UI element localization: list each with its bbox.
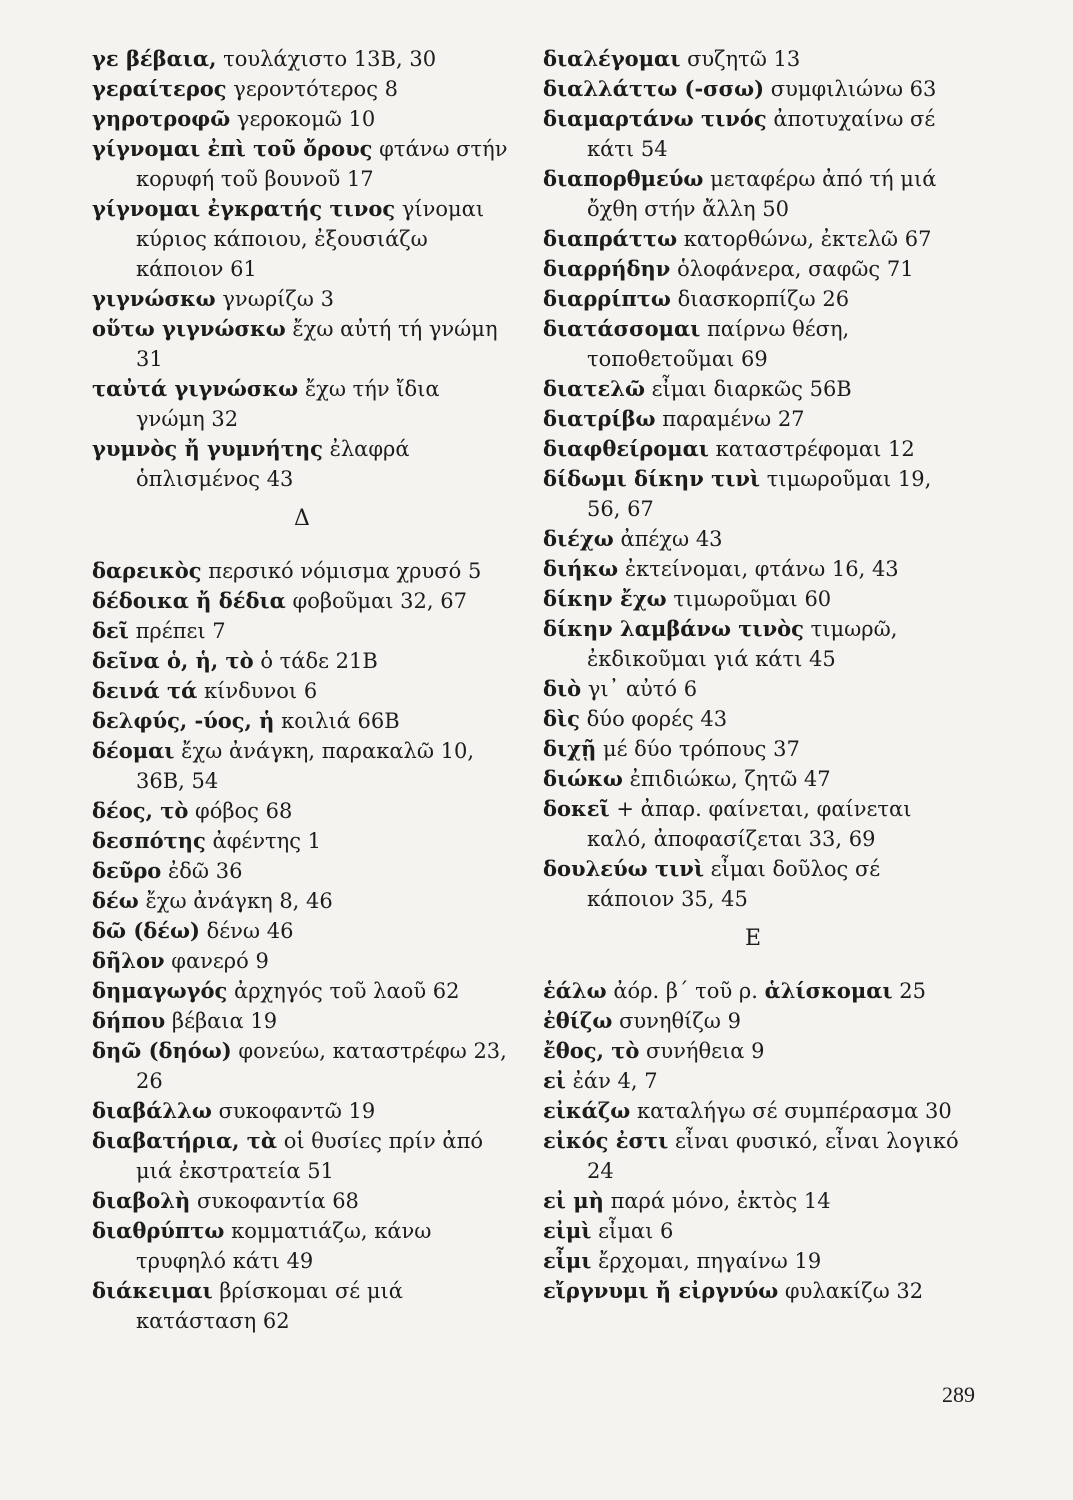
dictionary-entry — [92, 1126, 512, 1186]
headword: γιγνώσκω — [92, 286, 216, 311]
dictionary-entry — [543, 434, 963, 464]
headword: δέω — [92, 888, 139, 913]
dictionary-entry — [543, 764, 963, 794]
gloss: συκοφαντῶ 19 — [218, 1099, 376, 1123]
headword: διατρίβω — [543, 406, 656, 431]
dictionary-entry — [543, 104, 963, 164]
headword: διαρρήδην — [543, 256, 671, 281]
page-number: 289 — [942, 1382, 975, 1407]
dictionary-entry — [543, 734, 963, 764]
headword: δεινά τά — [92, 678, 198, 703]
headword: δέομαι — [92, 738, 175, 763]
gloss: γίνομαι κύριος κάποιου, ἐξουσιάζω κάποιον 61 — [136, 197, 485, 281]
gloss: ἔρχομαι, πηγαίνω 19 — [598, 1249, 822, 1273]
headword: δοκεῖ — [543, 796, 610, 821]
gloss: συκοφαντία 68 — [196, 1189, 359, 1213]
headword: δημαγωγός — [92, 978, 228, 1003]
gloss: γι᾽ αὐτό 6 — [587, 677, 698, 701]
gloss: περσικό νόμισμα χρυσό 5 — [208, 559, 482, 583]
headword: διαπράττω — [543, 226, 678, 251]
gloss: συμφιλιώνω 63 — [770, 77, 937, 101]
gloss: ἔχω αὐτή τή γνώμη 31 — [136, 317, 498, 371]
gloss: μεταφέρω ἀπό τή μιά ὄχθη στήν ἄλλη 50 — [587, 167, 937, 221]
headword: διώκω — [543, 766, 623, 791]
headword: δαρεικὸς — [92, 558, 202, 583]
dictionary-entry — [92, 1096, 512, 1126]
dictionary-entry — [92, 796, 512, 826]
dictionary-entry — [543, 524, 963, 554]
gloss: τιμωρῶ, ἐκδικοῦμαι γιά κάτι 45 — [587, 617, 898, 671]
dictionary-entry — [543, 704, 963, 734]
headword: εἴργνυμι ἤ εἰργνύω — [543, 1278, 779, 1303]
dictionary-entry — [543, 1126, 963, 1186]
headword: διαβολὴ — [92, 1188, 191, 1213]
dictionary-entry — [543, 464, 963, 524]
headword: δεσπότης — [92, 828, 206, 853]
headword: γε βέβαια, — [92, 46, 217, 71]
gloss: ἔχω ἀνάγκη 8, 46 — [145, 889, 333, 913]
dictionary-entry — [543, 224, 963, 254]
gloss: τιμωροῦμαι 60 — [673, 587, 832, 611]
dictionary-entry — [92, 706, 512, 736]
gloss: γνωρίζω 3 — [222, 287, 334, 311]
headword: δῶ (δέω) — [92, 918, 200, 943]
gloss-reference: 25 — [899, 979, 926, 1003]
gloss: ἀφέντης 1 — [212, 829, 322, 853]
headword: δὶς — [543, 706, 580, 731]
dictionary-entry — [92, 44, 512, 74]
gloss: παρά μόνο, ἐκτὸς 14 — [610, 1189, 831, 1213]
dictionary-entry — [543, 1186, 963, 1216]
gloss: πρέπει 7 — [135, 619, 226, 643]
headword: εἰ μὴ — [543, 1188, 604, 1213]
dictionary-entry — [92, 886, 512, 916]
gloss: κομματιάζω, κάνω τρυφηλό κάτι 49 — [136, 1219, 432, 1273]
section-letter: Ε — [744, 926, 762, 951]
gloss: εἶμαι διαρκῶς 56Β — [651, 377, 852, 401]
headword: δουλεύω τινὶ — [543, 856, 704, 881]
dictionary-entry — [543, 404, 963, 434]
gloss: εἶμαι δοῦλος σέ κάποιον 35, 45 — [587, 857, 881, 911]
headword: γυμνὸς ἤ γυμνήτης — [92, 436, 323, 461]
headword: δίκην ἔχω — [543, 586, 667, 611]
dictionary-entry — [92, 976, 512, 1006]
headword: δῆλον — [92, 948, 165, 973]
gloss: δένω 46 — [206, 919, 294, 943]
headword: διαβατήρια, τὰ — [92, 1128, 278, 1153]
dictionary-entry — [92, 314, 512, 374]
gloss: γεροντότερος 8 — [233, 77, 398, 101]
gloss: ἀπέχω 43 — [620, 527, 723, 551]
headword: διαβάλλω — [92, 1098, 212, 1123]
dictionary-entry — [543, 1066, 963, 1096]
gloss: ἐάν 4, 7 — [572, 1069, 658, 1093]
gloss: τιμωροῦμαι 19, 56, 67 — [587, 467, 932, 521]
dictionary-entry — [543, 164, 963, 224]
headword: δεῖνα ὁ, ἡ, τὸ — [92, 648, 254, 673]
gloss: συνήθεια 9 — [646, 1039, 765, 1063]
gloss: καταλήγω σέ συμπέρασμα 30 — [636, 1099, 952, 1123]
dictionary-entry — [543, 374, 963, 404]
dictionary-entry — [92, 616, 512, 646]
headword: δίκην λαμβάνω τινὸς — [543, 616, 804, 641]
headword: διήκω — [543, 556, 619, 581]
headword: διὸ — [543, 676, 582, 701]
headword: δέος, τὸ — [92, 798, 189, 823]
dictionary-entry — [92, 676, 512, 706]
dictionary-entry — [92, 104, 512, 134]
gloss: φυλακίζω 32 — [784, 1279, 924, 1303]
headword: εἶμι — [543, 1248, 592, 1273]
gloss: φτάνω στήν κορυφή τοῦ βουνοῦ 17 — [136, 137, 508, 191]
gloss: εἶμαι 6 — [598, 1219, 674, 1243]
dictionary-entry — [92, 194, 512, 284]
headword: διέχω — [543, 526, 614, 551]
gloss: ἐδῶ 36 — [168, 859, 243, 883]
dictionary-entry — [543, 1006, 963, 1036]
gloss: κοιλιά 66Β — [281, 709, 400, 733]
gloss: συνηθίζω 9 — [619, 1009, 741, 1033]
headword: ἑάλω — [543, 978, 607, 1003]
dictionary-entry — [543, 976, 963, 1006]
gloss: φοβοῦμαι 32, 67 — [292, 589, 467, 613]
dictionary-entry — [543, 674, 963, 704]
headword: δίδωμι δίκην τινὶ — [543, 466, 761, 491]
dictionary-entry — [92, 1006, 512, 1036]
gloss: μέ δύο τρόπους 37 — [602, 737, 800, 761]
headword: εἰκός ἐστι — [543, 1128, 669, 1153]
dictionary-entry — [543, 74, 963, 104]
dictionary-entry — [92, 134, 512, 194]
gloss: ἀρχηγός τοῦ λαοῦ 62 — [234, 979, 460, 1003]
dictionary-entry — [92, 74, 512, 104]
dictionary-entry — [543, 284, 963, 314]
right-column — [543, 44, 963, 1306]
dictionary-entry — [543, 1216, 963, 1246]
headword: διαρρίπτω — [543, 286, 671, 311]
headword: διαθρύπτω — [92, 1218, 225, 1243]
headword: γηροτροφῶ — [92, 106, 231, 131]
headword: διάκειμαι — [92, 1278, 213, 1303]
dictionary-entry — [543, 1246, 963, 1276]
dictionary-entry — [92, 556, 512, 586]
gloss: φανερό 9 — [171, 949, 269, 973]
gloss: φονεύω, καταστρέφω 23, 26 — [136, 1039, 507, 1093]
gloss: κίνδυνοι 6 — [203, 679, 318, 703]
left-column — [92, 44, 512, 1336]
dictionary-entry — [92, 1216, 512, 1276]
headword: δήπου — [92, 1008, 166, 1033]
headword: δέδοικα ἤ δέδια — [92, 588, 286, 613]
gloss: ἀποτυχαίνω σέ κάτι 54 — [587, 107, 936, 161]
dictionary-entry — [543, 554, 963, 584]
headword: διαπορθμεύω — [543, 166, 704, 191]
headword-reference: ἁλίσκομαι — [764, 978, 893, 1003]
gloss: ἐλαφρά ὁπλισμένος 43 — [136, 437, 410, 491]
dictionary-entry — [92, 946, 512, 976]
dictionary-entry — [92, 826, 512, 856]
gloss: τουλάχιστο 13Β, 30 — [223, 47, 437, 71]
headword: ταὐτά γιγνώσκω — [92, 376, 299, 401]
gloss: ἐπιδιώκω, ζητῶ 47 — [629, 767, 831, 791]
dictionary-entry — [92, 1036, 512, 1096]
gloss: βέβαια 19 — [171, 1009, 278, 1033]
gloss: ἔχω τήν ἴδια γνώμη 32 — [136, 377, 440, 431]
headword: ἔθος, τὸ — [543, 1038, 640, 1063]
headword: γίγνομαι ἐπὶ τοῦ ὄρους — [92, 136, 373, 161]
dictionary-entry — [92, 434, 512, 494]
headword: διατελῶ — [543, 376, 645, 401]
section-letter: Δ — [294, 506, 310, 531]
gloss: φόβος 68 — [195, 799, 293, 823]
gloss: ἀόρ. β΄ τοῦ ρ. — [613, 979, 758, 1003]
headword: δελφύς, -ύος, ἡ — [92, 708, 275, 733]
headword: γίγνομαι ἐγκρατής τινος — [92, 196, 396, 221]
headword: γεραίτερος — [92, 76, 227, 101]
gloss: καταστρέφομαι 12 — [715, 437, 915, 461]
gloss: ἔχω ἀνάγκη, παρακαλῶ 10, 36Β, 54 — [136, 739, 475, 793]
dictionary-entry — [92, 586, 512, 616]
headword: εἰ — [543, 1068, 566, 1093]
gloss: δύο φορές 43 — [586, 707, 728, 731]
headword: δεῦρο — [92, 858, 162, 883]
headword: διαμαρτάνω τινός — [543, 106, 767, 131]
headword: διαλέγομαι — [543, 46, 681, 71]
gloss: + ἀπαρ. φαίνεται, φαίνεται καλό, ἀποφασίζεται 33, 69 — [587, 797, 912, 851]
dictionary-entry — [92, 1186, 512, 1216]
dictionary-entry — [92, 284, 512, 314]
dictionary-entry — [543, 614, 963, 674]
gloss: συζητῶ 13 — [687, 47, 801, 71]
gloss: παραμένω 27 — [662, 407, 805, 431]
dictionary-entry — [543, 794, 963, 854]
gloss: ὁ τάδε 21Β — [260, 649, 378, 673]
gloss: οἱ θυσίες πρίν ἀπό μιά ἐκστρατεία 51 — [136, 1129, 484, 1183]
gloss: γεροκομῶ 10 — [236, 107, 376, 131]
dictionary-entry — [543, 314, 963, 374]
headword: εἰκάζω — [543, 1098, 631, 1123]
gloss: βρίσκομαι σέ μιά κατάσταση 62 — [136, 1279, 403, 1333]
dictionary-entry — [543, 254, 963, 284]
headword: διαφθείρομαι — [543, 436, 709, 461]
dictionary-entry — [543, 1036, 963, 1066]
headword: οὕτω γιγνώσκω — [92, 316, 286, 341]
dictionary-entry — [543, 584, 963, 614]
dictionary-entry — [92, 646, 512, 676]
dictionary-entry — [92, 916, 512, 946]
headword: δεῖ — [92, 618, 129, 643]
dictionary-entry — [543, 1096, 963, 1126]
dictionary-entry — [543, 44, 963, 74]
headword: ἐθίζω — [543, 1008, 613, 1033]
gloss: ἐκτείνομαι, φτάνω 16, 43 — [624, 557, 899, 581]
dictionary-entry — [92, 856, 512, 886]
gloss: παίρνω θέση, τοποθετοῦμαι 69 — [587, 317, 850, 371]
gloss: διασκορπίζω 26 — [677, 287, 850, 311]
dictionary-entry — [92, 736, 512, 796]
dictionary-entry — [543, 854, 963, 914]
dictionary-entry — [92, 1276, 512, 1336]
gloss: ὁλοφάνερα, σαφῶς 71 — [677, 257, 914, 281]
headword: διατάσσομαι — [543, 316, 701, 341]
headword: διχῇ — [543, 736, 597, 761]
dictionary-entry — [543, 1276, 963, 1306]
gloss: κατορθώνω, ἐκτελῶ 67 — [683, 227, 932, 251]
headword: δηῶ (δηόω) — [92, 1038, 232, 1063]
headword: διαλλάττω (-σσω) — [543, 76, 765, 101]
dictionary-entry — [92, 374, 512, 434]
headword: εἰμὶ — [543, 1218, 592, 1243]
gloss: εἶναι φυσικό, εἶναι λογικό 24 — [587, 1129, 959, 1183]
